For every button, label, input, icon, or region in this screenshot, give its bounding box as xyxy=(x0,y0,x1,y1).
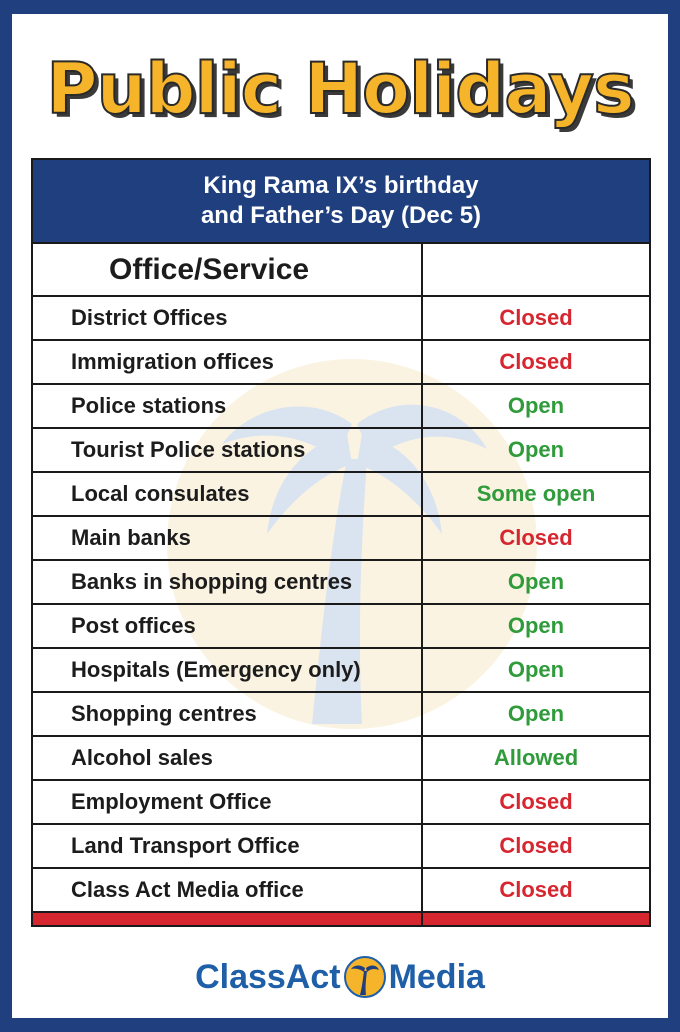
office-name: Police stations xyxy=(33,385,423,427)
table-row xyxy=(33,561,649,605)
table-row xyxy=(33,297,649,341)
table-row xyxy=(33,429,649,473)
table-row xyxy=(33,737,649,781)
status-value: Open xyxy=(507,437,565,462)
logo-text-classact: ClassAct xyxy=(195,957,341,996)
office-name: Land Transport Office xyxy=(33,825,423,867)
status-value: Some open xyxy=(476,481,596,506)
table-row xyxy=(33,649,649,693)
status-value: Open xyxy=(507,657,565,682)
status-value: Closed xyxy=(499,833,573,858)
office-name: Immigration offices xyxy=(33,341,423,383)
holiday-table xyxy=(31,158,651,927)
status-value: Open xyxy=(507,569,565,594)
status-value: Allowed xyxy=(493,745,579,770)
table-footer-bar-left xyxy=(33,913,423,925)
office-name: Post offices xyxy=(33,605,423,647)
table-row xyxy=(33,385,649,429)
status-value: Closed xyxy=(499,877,573,902)
office-name: Hospitals (Emergency only) xyxy=(33,649,423,691)
table-row xyxy=(33,869,649,913)
status-value: Open xyxy=(507,701,565,726)
table-row xyxy=(33,473,649,517)
table-body xyxy=(33,297,649,913)
status-value: Closed xyxy=(499,525,573,550)
occasion-line-1: King Rama IX’s birthday xyxy=(203,172,479,199)
office-name: Local consulates xyxy=(33,473,423,515)
table-row xyxy=(33,341,649,385)
office-name: Employment Office xyxy=(33,781,423,823)
office-name: Alcohol sales xyxy=(33,737,423,779)
office-name: Banks in shopping centres xyxy=(33,561,423,603)
logo-text-media: Media xyxy=(388,957,485,996)
class-act-media-logo xyxy=(12,952,668,1002)
table-row xyxy=(33,781,649,825)
office-name: District Offices xyxy=(33,297,423,339)
status-value: Open xyxy=(507,393,565,418)
column-header-status xyxy=(423,244,649,295)
office-name: Main banks xyxy=(33,517,423,559)
palm-ball-icon xyxy=(344,956,386,998)
poster-frame xyxy=(12,14,668,1018)
office-name: Shopping centres xyxy=(33,693,423,735)
status-value: Closed xyxy=(499,349,573,374)
occasion-banner xyxy=(33,160,649,244)
column-header-office: Office/Service xyxy=(33,244,423,295)
table-row xyxy=(33,825,649,869)
occasion-line-2: and Father’s Day (Dec 5) xyxy=(200,202,482,229)
office-name: Class Act Media office xyxy=(33,869,423,911)
status-value: Closed xyxy=(499,789,573,814)
table-row xyxy=(33,517,649,561)
office-name: Tourist Police stations xyxy=(33,429,423,471)
table-row xyxy=(33,605,649,649)
table-header-row xyxy=(33,244,649,297)
table-footer-bar xyxy=(33,913,649,925)
table-row xyxy=(33,693,649,737)
status-value: Closed xyxy=(499,305,573,330)
page-title: Public Holidays xyxy=(46,48,634,130)
status-value: Open xyxy=(507,613,565,638)
